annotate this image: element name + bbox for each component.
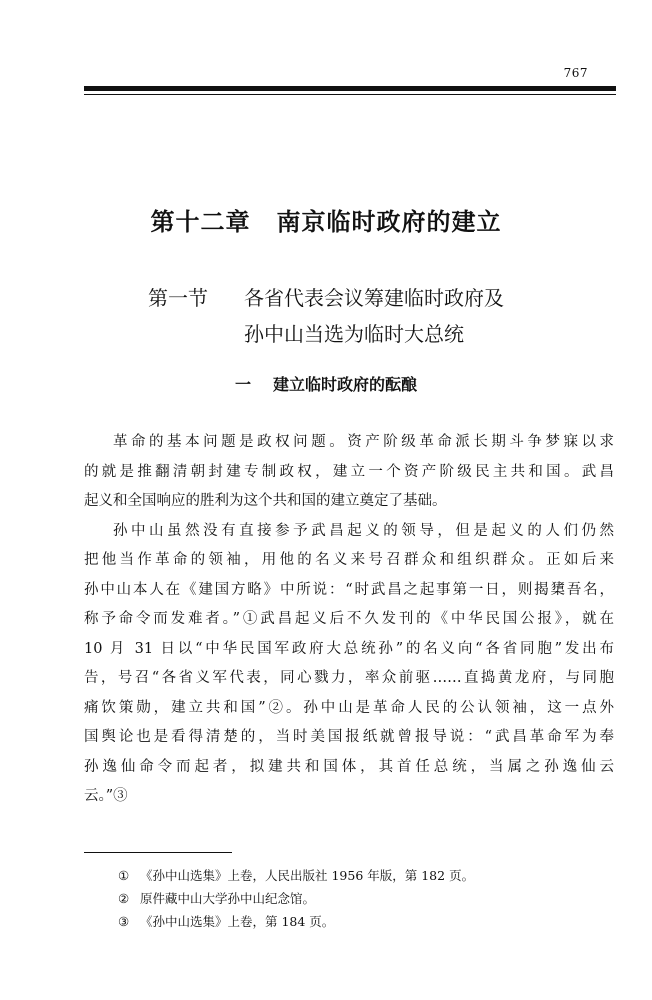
footnote-2: [118, 887, 618, 910]
subsection-label: 一: [234, 375, 251, 394]
section-title: [148, 280, 608, 352]
section-title-line1: 各省代表会议筹建临时政府及: [244, 286, 504, 310]
footnote-text: 《孙中山选集》上卷，第 184 页。: [140, 914, 335, 929]
footnote-1: [118, 864, 618, 887]
text-line: 孙中山本人在《建国方略》中所说：“时武昌之起事第一日，则揭橥吾名，: [84, 581, 614, 598]
text-line: 云。”③: [84, 788, 128, 804]
section-label: 第一节: [148, 286, 208, 310]
text-line: 10 月 31 日以“中华民国军政府大总统孙”的名义向“各省同胞”发出布: [84, 640, 614, 657]
text-line: 孙逸仙命令而起者，拟建共和国体，其首任总统，当属之孙逸仙云: [84, 758, 614, 775]
subsection-name: 建立临时政府的酝酿: [273, 375, 418, 394]
footnote-text: 《孙中山选集》上卷，人民出版社 1956 年版，第 182 页。: [140, 868, 475, 883]
text-line: 孙中山虽然没有直接参予武昌起义的领导，但是起义的人们仍然: [113, 522, 614, 539]
footnote-text: 原件藏中山大学孙中山纪念馆。: [140, 891, 316, 906]
footnote-mark: ②: [118, 891, 130, 906]
text-line: 的就是推翻清朝封建专制政权，建立一个资产阶级民主共和国。武昌: [84, 463, 614, 480]
paragraph-1: [84, 428, 614, 517]
text-line: 把他当作革命的领袖，用他的名义来号召群众和组织群众。正如后来: [84, 552, 614, 568]
footnotes: [118, 864, 618, 933]
section-title-line2: 孙中山当选为临时大总统: [244, 322, 464, 346]
footnote-3: [118, 910, 618, 933]
text-line: 起义和全国响应的胜利为这个共和国的建立奠定了基础。: [84, 493, 447, 509]
subsection-title: [0, 372, 652, 395]
text-line: 痛饮策勋，建立共和国”②。孙中山是革命人民的公认领袖，这一点外: [84, 699, 614, 716]
footnote-mark: ③: [118, 914, 130, 929]
chapter-label: 第十二章: [150, 208, 251, 236]
text-line: 称予命令而发难者。”①武昌起义后不久发刊的《中华民国公报》，就在: [84, 611, 614, 627]
paragraph-2: [84, 517, 614, 812]
header-rule-thin: [84, 94, 616, 95]
text-line: 告，号召“各省义军代表，同心戮力，率众前驱……直捣黄龙府，与同胞: [84, 670, 614, 686]
text-line: 国舆论也是看得清楚的，当时美国报纸就曾报导说：“武昌革命军为奉: [84, 729, 614, 745]
text-line: 革命的基本问题是政权问题。资产阶级革命派长期斗争梦寐以求: [113, 434, 614, 450]
chapter-name: 南京临时政府的建立: [276, 208, 502, 236]
header-rule-thick: [84, 86, 616, 91]
footnote-mark: ①: [118, 868, 130, 883]
page-number: 767: [563, 66, 588, 80]
body-text: [84, 428, 614, 812]
footnote-rule: [84, 852, 232, 853]
chapter-title: [0, 202, 652, 237]
